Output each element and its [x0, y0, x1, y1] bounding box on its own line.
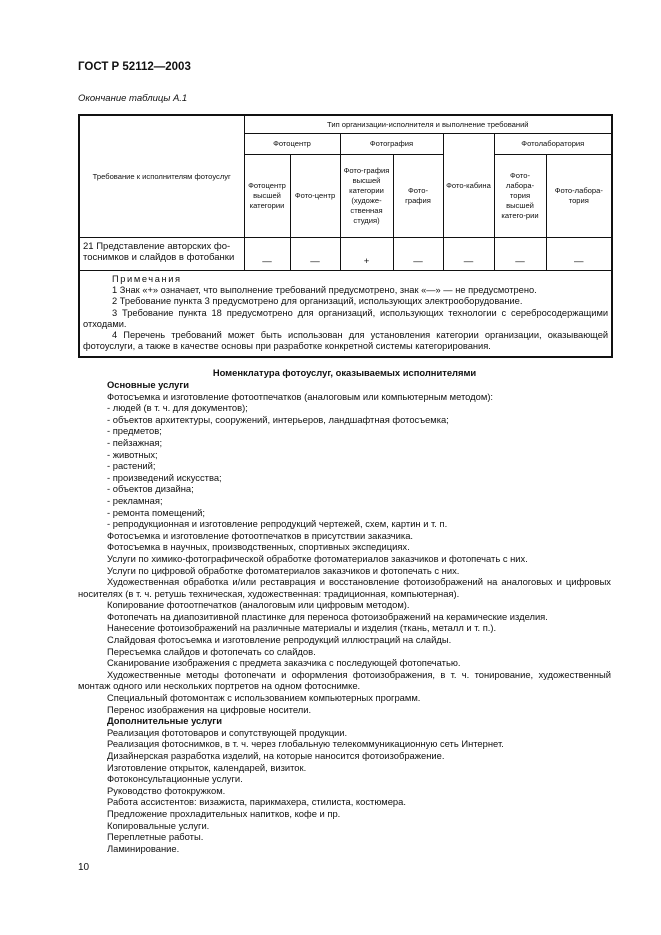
list-item: - животных;: [107, 448, 158, 460]
list-item: Переплетные работы.: [107, 831, 204, 843]
note: 2 Требование пункта 3 предусмотрено для организаций, использующих электрооборудование.: [112, 296, 523, 307]
list-item: Нанесение фотоизображений на различные материалы и изделия (ткань, металл и т. п.).: [107, 622, 497, 634]
table-caption: Окончание таблицы А.1: [78, 93, 188, 104]
main-services-heading: Основные услуги: [107, 379, 190, 391]
list-item: Художественная обработка и/или реставрация и восстановление фотоизображений на аналоговых и цифровых носителях (в т. ч. ретушь техническая, художественная: традиционная, компьютерная).: [78, 576, 611, 599]
note: 1 Знак «+» означает, что выполнение требований предусмотрено, знак «—» — не предусмотрено.: [112, 285, 537, 296]
table-notes: [79, 271, 612, 358]
subcol-header: Фото-центр: [290, 155, 340, 238]
extra-services-items: [78, 727, 611, 855]
list-item: Ламинирование.: [107, 842, 180, 854]
value-cell: —: [546, 238, 612, 271]
group-photography: Фотография: [340, 134, 443, 155]
list-item: - объектов архитектуры, сооружений, интерьеров, ландшафтная фотосъемка;: [107, 413, 449, 425]
main-services-items: [78, 530, 611, 716]
list-item: Перенос изображения на цифровые носители.: [107, 703, 312, 715]
list-item: Работа ассистентов: визажиста, парикмахера, стилиста, костюмера.: [107, 796, 406, 808]
list-item: - репродукционная и изготовление репродукций чертежей, схем, картин и т. п.: [107, 518, 448, 530]
list-item: Предложение прохладительных напитков, кофе и пр.: [107, 807, 341, 819]
list-item: Услуги по химико-фотографической обработке фотоматериалов заказчиков и фотопечать с них.: [107, 552, 528, 564]
list-item: Копирование фотоотпечатков (аналоговым или цифровым методом).: [107, 599, 410, 611]
list-item: Руководство фотокружком.: [107, 784, 226, 796]
list-item: - людей (в т. ч. для документов);: [107, 402, 248, 414]
value-cell: —: [290, 238, 340, 271]
group-photobooth: Фото-кабина: [443, 134, 494, 238]
list-item: - рекламная;: [107, 494, 163, 506]
list-item: Сканирование изображения с предмета заказчика с последующей фотопечатью.: [107, 657, 461, 669]
subcol-header: Фото-графия: [393, 155, 443, 238]
subcol-header: Фотоцентр высшей категории: [244, 155, 290, 238]
group-header: Тип организации-исполнителя и выполнение требований: [244, 115, 612, 134]
list-item: - ремонта помещений;: [107, 506, 206, 518]
subcol-header: Фото-лабора-тория высшей катего-рии: [494, 155, 546, 238]
value-cell: +: [340, 238, 393, 271]
section-title: Номенклатура фотоуслуг, оказываемых исполнителями: [212, 367, 477, 379]
extra-services-heading: Дополнительные услуги: [107, 715, 222, 727]
list-item: Реализация фотоснимков, в т. ч. через глобальную телекоммуникационную сеть Интернет.: [107, 738, 504, 750]
group-photocenter: Фотоцентр: [244, 134, 340, 155]
page-number: 10: [78, 862, 90, 874]
req-header: Требование к исполнителям фотоуслуг: [79, 115, 244, 238]
list-item: Изготовление открыток, календарей, визиток.: [107, 761, 307, 773]
list-item: Слайдовая фотосъемка и изготовление репродукций иллюстраций на слайды.: [107, 634, 452, 646]
list-item: - объектов дизайна;: [107, 483, 194, 495]
value-cell: —: [393, 238, 443, 271]
list-item: Реализация фототоваров и сопутствующей продукции.: [107, 726, 348, 738]
list-item: Фотопечать на диапозитивной пластинке для переноса фотоизображений на керамические изделия.: [107, 610, 548, 622]
main-services-list: [78, 402, 611, 530]
note: 4 Перечень требований может быть использован для установления категории организации, оказывающей фотоуслуги, а также в качестве основы при разработке конкретной системы категорирования.: [83, 330, 609, 352]
req-cell: 21 Представление авторских фо-тоснимков и слайдов в фотобанки: [79, 238, 244, 271]
list-item: Копировальные услуги.: [107, 819, 210, 831]
list-item: Художественные методы фотопечати и оформления фотоизображения, в т. ч. тонирование, художественный монтаж одного или нескольких портретов на одном фотоснимке.: [78, 668, 611, 692]
list-item: - растений;: [107, 460, 156, 472]
subcol-header: Фото-лабора-тория: [546, 155, 612, 238]
list-item: Фотосъемка в научных, производственных, спортивных экспедициях.: [107, 541, 410, 553]
list-item: - пейзажная;: [107, 436, 163, 448]
table-row: [79, 238, 612, 271]
list-item: Пересъемка слайдов и фотопечать со слайдов.: [107, 645, 316, 657]
standard-title: ГОСТ Р 52112—2003: [78, 61, 191, 73]
value-cell: —: [244, 238, 290, 271]
subcol-header: Фото-графия высшей категории (художе-ственная студия): [340, 155, 393, 238]
list-item: Фотосъемка и изготовление фотоотпечатков в присутствии заказчика.: [107, 529, 414, 541]
notes-title: Примечания: [112, 274, 182, 284]
main-intro: Фотосъемка и изготовление фотоотпечатков (аналоговым или компьютерным методом):: [107, 390, 494, 402]
value-cell: —: [443, 238, 494, 271]
value-cell: —: [494, 238, 546, 271]
requirements-table: [78, 114, 613, 358]
nomenclature-section: [78, 367, 611, 854]
list-item: - предметов;: [107, 425, 162, 437]
list-item: - произведений искусства;: [107, 471, 222, 483]
group-photolab: Фотолаборатория: [494, 134, 612, 155]
list-item: Специальный фотомонтаж с использованием компьютерных программ.: [107, 692, 421, 704]
list-item: Фотоконсультационные услуги.: [107, 773, 243, 785]
note: 3 Требование пункта 18 предусмотрено для организаций, использующих технологии с серебросодержащими отходами.: [83, 307, 609, 329]
list-item: Дизайнерская разработка изделий, на которые наносится фотоизображение.: [107, 750, 445, 762]
list-item: Услуги по цифровой обработке фотоматериалов заказчиков и фотопечать с них.: [107, 564, 460, 576]
